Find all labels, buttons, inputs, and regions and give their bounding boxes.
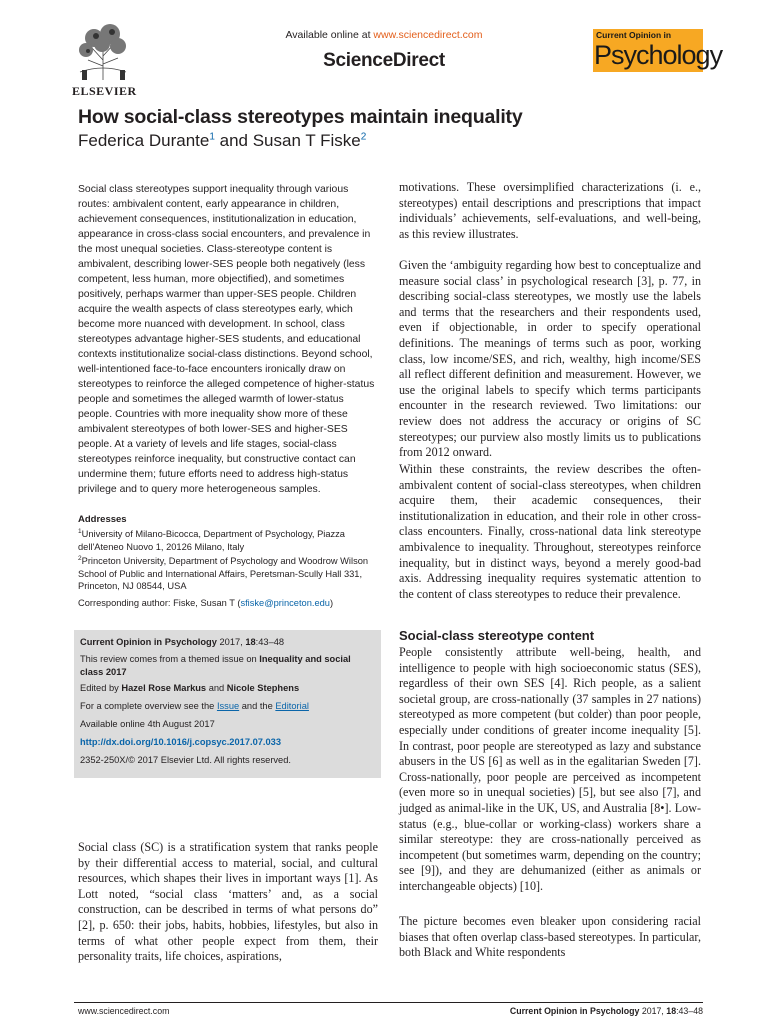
address-2-sup: 2 [78, 555, 82, 563]
corresp-suffix: ) [329, 598, 334, 608]
body-paragraph: Social class (SC) is a stratification system that ranks people by their differential access to material, social, and cultural resources, which shapes their lives in important ways [1]. As Lott noted, “social class ‘matters’ and, as a social construction, can be described in terms of what persons do” [2], p. 650: their jobs, habits, hobbies, lifestyles, but also in terms of what other people expect from them, their personality traits, life choices, aspirations, [78, 840, 378, 964]
author-join: and Susan T Fiske [214, 131, 361, 150]
info-volume: 18 [245, 637, 256, 647]
info-journal: Current Opinion in Psychology [80, 637, 217, 647]
author-1-affiliation[interactable]: 1 [209, 131, 215, 143]
author-1: Federica Durante [78, 131, 210, 150]
footer-pages: :43–48 [676, 1006, 703, 1016]
journal-logo-small: Current Opinion in [596, 30, 672, 40]
sciencedirect-wordmark: ScienceDirect [323, 50, 445, 71]
info-citation [80, 636, 374, 649]
address-1-text: University of Milano-Bicocca, Department of Psychology, Piazza dell'Ateneo Nuovo 1, 20126 Milano, Italy [78, 529, 345, 552]
info-themed-issue [80, 653, 374, 678]
corresp-prefix: Corresponding author: Fiske, Susan T ( [78, 598, 241, 608]
body-paragraph: Given the ‘ambiguity regarding how best to conceptualize and measure social class’ in psychological research [3], p. 77, in describing social-class stereotypes, we mostly use the labels and terms that the researchers and their respondents used, even if objectionable, in order to specify operational definitions. The meanings of terms such as poor, working class, low income/SES, and rich, wealthy, high income/SES all reflect different definition and measurement. However, we use the original labels to specify which terms participants encounter in the research reviewed. Two limitations: our review does not address the accuracy or origins of SC stereotypes; our purview also mostly limits us to publications from 2012 onward. [399, 258, 701, 460]
address-2 [78, 553, 383, 593]
abstract: Social class stereotypes support inequality through various routes: ambivalent content, early appearance in children, achievement consequences, institutionalization in education, appearance in cross-class social encounters, and prevalence in the most unequal societies. Class-stereotype content is ambivalent, describing lower-SES people both negatively (less competent, less human, more objectified), and sometimes positively, perhaps warmer than upper-SES people. Children acquire the wealth aspects of class stereotypes early, which become more nuanced with development. In school, class stereotypes advantage higher-SES students, and educational contexts institutionalize social-class distinctions. Beyond school, well-intentioned face-to-face encounters ironically draw on stereotypes to reinforce the alleged competence of higher-status people and sometimes the alleged warmth of lower-status people. Countries with more inequality show more of these ambivalent stereotypes of both lower-SES and higher-SES people. At a variety of levels and life stages, social-class stereotypes reinforce inequality, but constructive contact can undermine them; future efforts need to address high-status privilege and to query more heterogeneous samples. [78, 184, 375, 495]
address-1 [78, 526, 383, 553]
body-paragraph: Within these constraints, the review describes the often-ambivalent content of social-class stereotypes, when children acquire them, their academic consequences, their institutionalization in education, and their role in other cross-class encounters. Finally, cross-national data link stereotype ambivalence to inequality. Throughout, stereotypes reinforce inequality, but in distinct ways, beyond a merely good-bad axis. Addressing inequality requires systematic attention to the content of class stereotypes to reduce their prevalence. [399, 462, 701, 601]
corresponding-author [78, 598, 333, 608]
info-year: 2017, [216, 637, 246, 647]
article-authors [78, 131, 366, 151]
info-available: Available online 4th August 2017 [80, 719, 215, 729]
body-paragraph: The picture becomes even bleaker upon considering racial biases that often overlap class-based stereotypes. In particular, both Black and White respondents [399, 914, 701, 960]
section-heading: Social-class stereotype content [399, 628, 595, 643]
sciencedirect-link[interactable]: www.sciencedirect.com [373, 29, 483, 41]
article-info-box [74, 630, 381, 778]
info-edited-prefix: Edited by [80, 683, 122, 693]
editorial-link[interactable]: Editorial [275, 701, 309, 711]
issue-link[interactable]: Issue [216, 701, 240, 711]
footer-rule [74, 1002, 703, 1003]
info-pages: :43–48 [255, 637, 285, 647]
footer-journal: Current Opinion in Psychology [509, 1006, 640, 1016]
footer-volume: 18 [666, 1006, 677, 1016]
body-left-column [78, 840, 378, 965]
publisher-name: ELSEVIER [72, 84, 137, 98]
footer-citation [494, 1006, 703, 1016]
info-overview-prefix: For a complete overview see the [80, 701, 217, 711]
address-2-text: Princeton University, Department of Psychology and Woodrow Wilson School of Public and International Affairs, Peretsman-Scully Hall 331, Princeton, NJ 08544, USA [78, 556, 369, 592]
info-doi [80, 736, 374, 749]
info-overview-and: and the [239, 701, 276, 711]
article-title: How social-class stereotypes maintain inequality [78, 106, 523, 128]
info-overview [80, 700, 374, 713]
addresses [78, 526, 383, 593]
address-1-sup: 1 [78, 528, 82, 535]
info-themed-topic: Inequality and social class 2017 [80, 654, 351, 677]
addresses-heading: Addresses [78, 514, 127, 525]
journal-logo [593, 29, 723, 72]
author-2-affiliation[interactable]: 2 [360, 131, 367, 143]
available-prefix: Available online at [285, 29, 374, 41]
corresp-email-link[interactable]: sfiske@princeton.edu [240, 598, 330, 608]
body-paragraph: motivations. These oversimplified characterizations (i. e., stereotypes) entail descriptions and prescriptions that impact individuals’ achievements, self-evaluations, and well-being, as this review illustrates. [399, 180, 701, 241]
info-issn: 2352-250X/© 2017 Elsevier Ltd. All rights reserved. [80, 755, 291, 765]
footer-year: 2017, [639, 1006, 667, 1016]
body-paragraph: People consistently attribute well-being, health, and intelligence to people with high socioeconomic status (SES), regardless of their own SES [4]. Rich people, as a salient societal group, are cross-nationally (37 samples in 27 nations) stereotyped as more competent (but colder) than poor people, especially under conditions of greater income inequality [5]. In contrast, poor people are stereotyped as lazy and substance abusers in the US [6] as well as in the egalitarian Sweden [7]. Cross-nationally, poor people are perceived as incompetent (even more so in unequal societies) [5], but see also [7], and judged as animal-like in the UK, US, and Australia [8•]. Low-status (e.g., blue-collar or working-class) workers share a similar stereotype: they are cross-nationally perceived as incompetent (but sometimes warm, depending on the country; see [9]), and they are dehumanized (either as animals or interchangeable objects) [10]. [399, 645, 701, 893]
info-editor-and: and [206, 683, 227, 693]
info-editors [80, 682, 374, 695]
journal-logo-big: Psychology [594, 40, 723, 70]
info-editor-1: Hazel Rose Markus [121, 683, 207, 693]
info-editor-2: Nicole Stephens [226, 683, 300, 693]
info-themed-prefix: This review comes from a themed issue on [80, 654, 260, 664]
doi-link[interactable]: http://dx.doi.org/10.1016/j.copsyc.2017.07.033 [80, 737, 282, 747]
footer-url[interactable]: www.sciencedirect.com [78, 1006, 170, 1016]
